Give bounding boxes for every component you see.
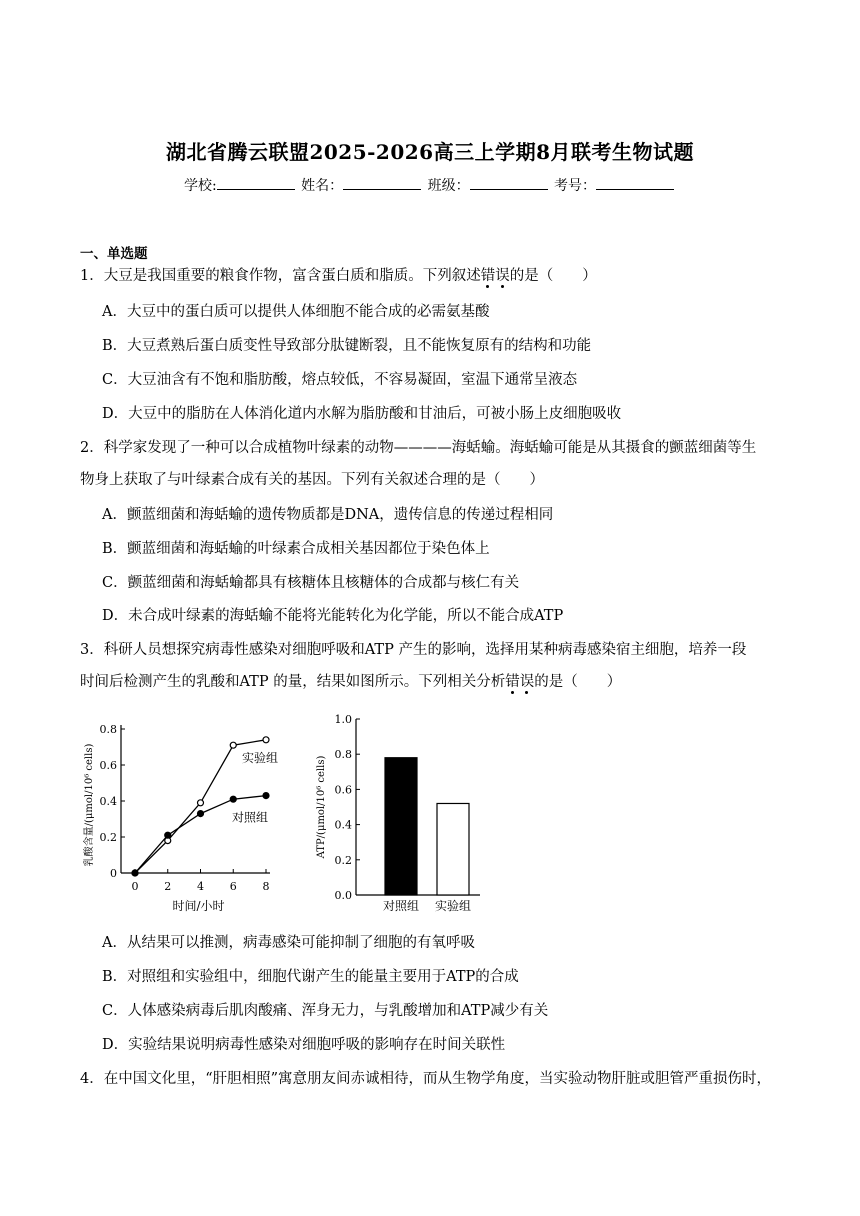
y-axis-label: 乳酸含量/(μmol/10⁶ cells): [84, 743, 95, 867]
data-point: [165, 832, 171, 838]
exam-no-blank[interactable]: [596, 176, 674, 190]
series-line: [135, 796, 269, 873]
x-tick-label: 0: [131, 880, 139, 893]
x-category-label: 对照组: [382, 899, 420, 913]
class-label: 班级：: [427, 178, 470, 194]
q3-stem-line2: 时间后检测产生的乳酸和ATP 的量，结果如图所示。下列相关分析错误的是（ ）: [80, 674, 622, 690]
page-title: 湖北省腾云联盟2025-2026高三上学期8月联考生物试题: [165, 140, 695, 164]
atp-bar-chart: [310, 706, 490, 922]
series-label: 对照组: [231, 810, 269, 825]
emphasis-dot: 错: [480, 268, 496, 284]
section-heading: 一、单选题: [80, 246, 148, 262]
q1-option-a: A．大豆中的蛋白质可以提供人体细胞不能合成的必需氨基酸: [102, 304, 490, 320]
y-axis-label: ATP/(μmol/10⁶ cells): [316, 755, 327, 859]
q4-stem-line1: 4．在中国文化里，“肝胆相照”寓意朋友间赤诚相待，而从生物学角度，当实验动物肝脏或胆管严重损伤时，: [80, 1071, 772, 1087]
series-label: 实验组: [241, 750, 279, 765]
q1-option-b: B．大豆煮熟后蛋白质变性导致部分肽键断裂，且不能恢复原有的结构和功能: [102, 338, 592, 354]
q2-option-b: B．颤蓝细菌和海蛞蝓的叶绿素合成相关基因都位于染色体上: [102, 541, 490, 557]
school-blank[interactable]: [217, 176, 295, 190]
y-tick-label: 0.6: [99, 759, 117, 772]
q2-stem-line1: 2．科学家发现了一种可以合成植物叶绿素的动物————海蛞蝓。海蛞蝓可能是从其摄食的颤蓝细菌等生: [80, 440, 757, 456]
q1-option-c: C．大豆油含有不饱和脂肪酸，熔点较低，不容易凝固，室温下通常呈液态: [102, 372, 578, 388]
q3-option-a: A．从结果可以推测，病毒感染可能抑制了细胞的有氧呼吸: [102, 935, 475, 951]
y-tick-label: 0.2: [99, 831, 117, 844]
q2-option-c: C．颤蓝细菌和海蛞蝓都具有核糖体且核糖体的合成都与核仁有关: [102, 575, 520, 591]
y-tick-label: 0.4: [99, 795, 117, 808]
data-point: [132, 870, 138, 876]
y-tick-label: 0.8: [334, 748, 352, 762]
q3-option-d: D．实验结果说明病毒性感染对细胞呼吸的影响存在时间关联性: [102, 1037, 506, 1053]
lactate-line-chart: [78, 712, 298, 922]
data-point: [263, 793, 269, 799]
x-category-label: 实验组: [434, 899, 472, 913]
student-info-line: [0, 175, 860, 195]
q1-option-d: D．大豆中的脂肪在人体消化道内水解为脂肪酸和甘油后，可被小肠上皮细胞吸收: [102, 406, 622, 422]
y-tick-label: 0.0: [334, 889, 352, 902]
q2-option-a: A．颤蓝细菌和海蛞蝓的遗传物质都是DNA，遗传信息的传递过程相同: [102, 507, 554, 523]
y-tick-label: 0.8: [99, 723, 117, 736]
y-tick-label: 0.4: [334, 818, 352, 832]
data-point: [230, 742, 236, 748]
bar: [437, 803, 469, 895]
name-label: 姓名：: [301, 178, 344, 194]
x-tick-label: 4: [197, 880, 204, 893]
q2-option-d: D．未合成叶绿素的海蛞蝓不能将光能转化为化学能，所以不能合成ATP: [102, 608, 564, 624]
x-axis-label: 时间/小时: [172, 899, 225, 913]
q3-option-b: B．对照组和实验组中，细胞代谢产生的能量主要用于ATP的合成: [102, 969, 519, 985]
data-point: [198, 811, 204, 817]
emphasis-dot: 误: [519, 674, 535, 690]
class-blank[interactable]: [470, 176, 548, 190]
data-point: [230, 796, 236, 802]
q1-stem: 1．大豆是我国重要的粮食作物，富含蛋白质和脂质。下列叙述错误的是（ ）: [80, 268, 597, 284]
q3-stem-line1: 3．科研人员想探究病毒性感染对细胞呼吸和ATP 产生的影响，选择用某种病毒感染宿主细胞，培养一段: [80, 642, 747, 658]
y-tick-label: 0: [110, 867, 117, 880]
school-label: 学校:: [183, 178, 217, 194]
emphasis-dot: 错: [505, 674, 520, 690]
y-tick-label: 0.6: [334, 783, 352, 797]
y-tick-label: 0.2: [334, 853, 352, 867]
data-point: [263, 737, 269, 743]
bar: [385, 758, 417, 895]
exam-no-label: 考号：: [554, 178, 597, 194]
data-point: [198, 800, 204, 806]
x-tick-label: 6: [229, 880, 237, 893]
x-tick-label: 8: [262, 880, 270, 893]
q2-stem-line2: 物身上获取了与叶绿素合成有关的基因。下列有关叙述合理的是（ ）: [80, 472, 544, 488]
name-blank[interactable]: [343, 176, 421, 190]
emphasis-dot: 误: [495, 268, 510, 284]
y-tick-label: 1.0: [334, 713, 352, 726]
x-tick-label: 2: [164, 880, 172, 893]
q3-option-c: C．人体感染病毒后肌肉酸痛、浑身无力，与乳酸增加和ATP减少有关: [102, 1003, 549, 1019]
